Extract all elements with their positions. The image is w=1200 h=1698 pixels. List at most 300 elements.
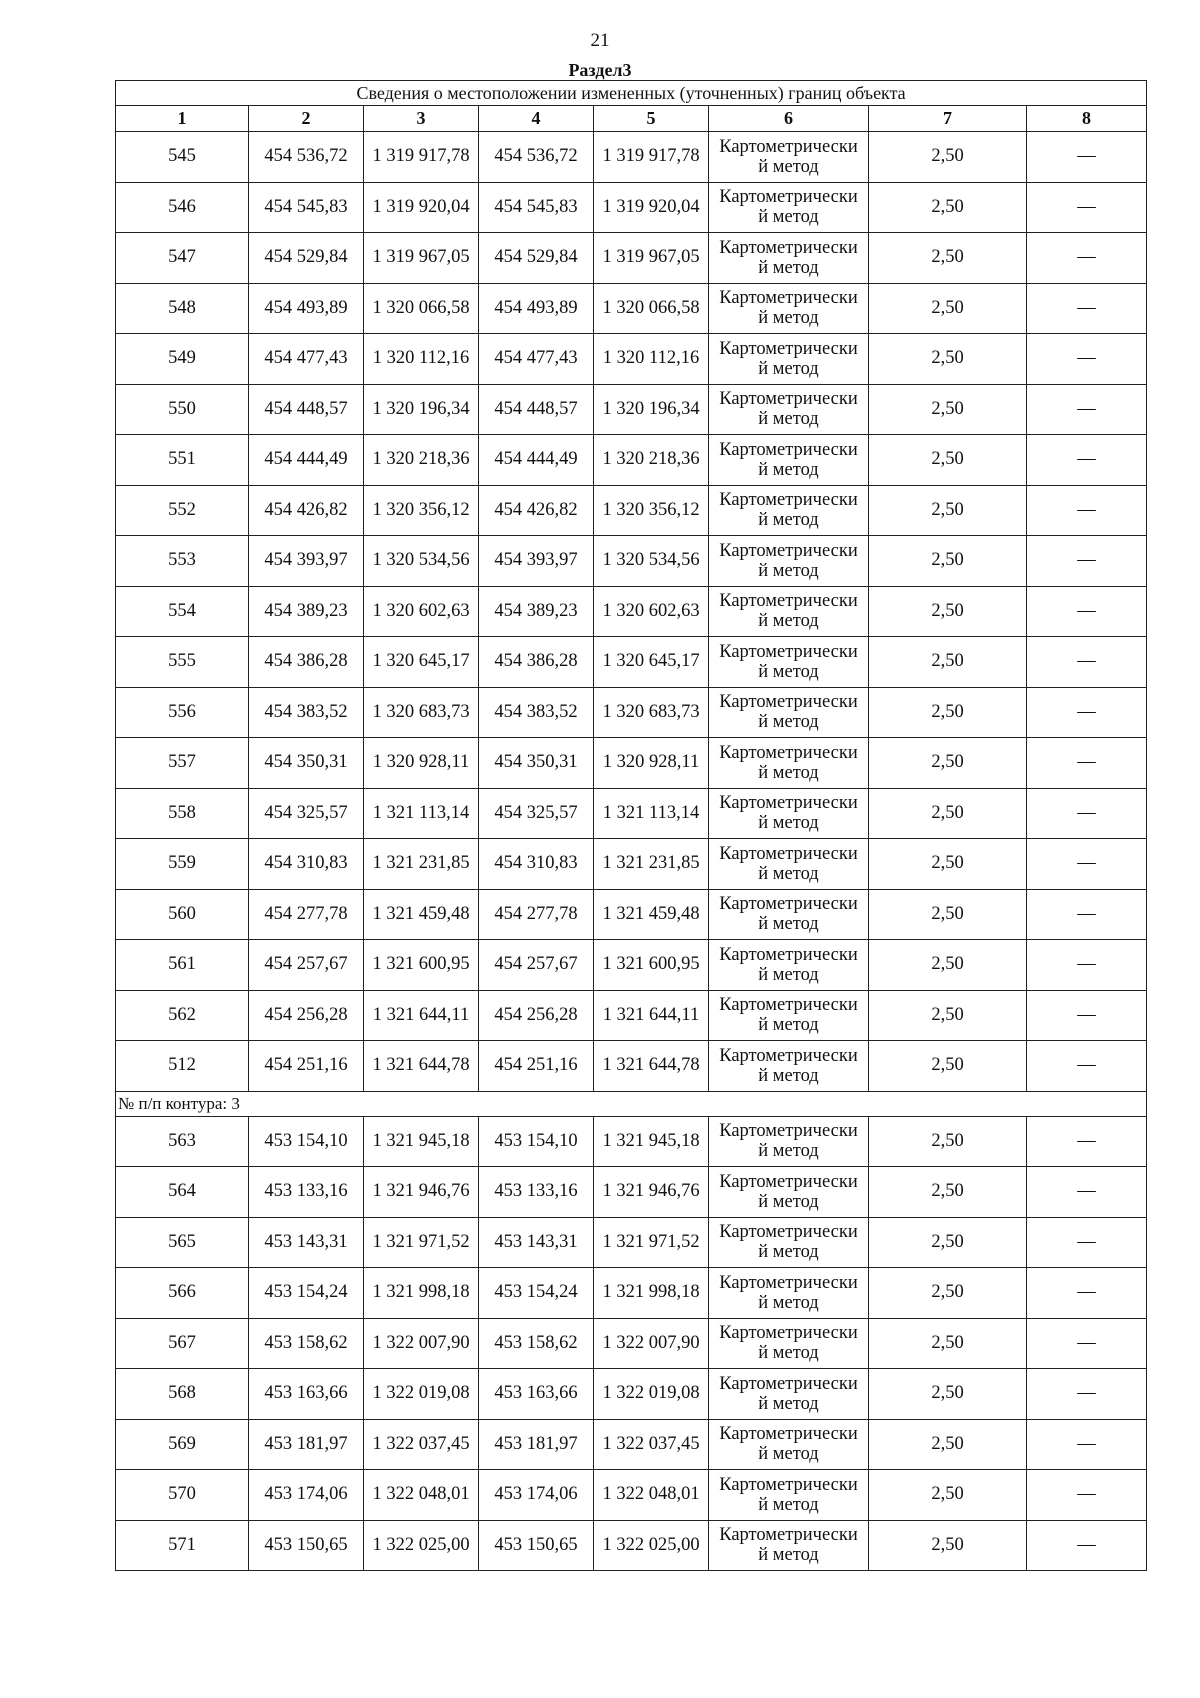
x-coord-existing: 454 393,97 [249, 536, 364, 587]
description-cell: — [1027, 435, 1147, 486]
description-cell: — [1027, 1419, 1147, 1470]
y-coord-existing: 1 320 534,56 [364, 536, 479, 587]
method-line: Картометрически [719, 843, 858, 864]
y-coord-new: 1 322 025,00 [594, 1520, 709, 1571]
description-cell: — [1027, 738, 1147, 789]
x-coord-existing: 453 154,10 [249, 1116, 364, 1167]
y-coord-existing: 1 321 600,95 [364, 940, 479, 991]
method-cell [709, 334, 869, 385]
y-coord-new: 1 321 644,78 [594, 1041, 709, 1092]
method-line: Картометрически [719, 894, 858, 915]
precision-cell: 2,50 [869, 435, 1027, 486]
x-coord-existing: 453 163,66 [249, 1369, 364, 1420]
precision-cell: 2,50 [869, 1116, 1027, 1167]
x-coord-new: 453 174,06 [479, 1470, 594, 1521]
method-line: Картометрически [719, 944, 858, 965]
y-coord-new: 1 321 113,14 [594, 788, 709, 839]
description-cell: — [1027, 990, 1147, 1041]
method-line: Картометрически [719, 338, 858, 359]
y-coord-new: 1 321 459,48 [594, 889, 709, 940]
point-number: 559 [116, 839, 249, 890]
x-coord-new: 454 383,52 [479, 687, 594, 738]
y-coord-new: 1 320 356,12 [594, 485, 709, 536]
method-line: Картометрически [719, 742, 858, 763]
method-line: й метод [758, 1292, 819, 1313]
y-coord-new: 1 321 600,95 [594, 940, 709, 991]
x-coord-existing: 454 257,67 [249, 940, 364, 991]
precision-cell: 2,50 [869, 1318, 1027, 1369]
y-coord-existing: 1 321 971,52 [364, 1217, 479, 1268]
description-cell: — [1027, 283, 1147, 334]
x-coord-new: 453 163,66 [479, 1369, 594, 1420]
precision-cell: 2,50 [869, 839, 1027, 890]
x-coord-existing: 454 386,28 [249, 637, 364, 688]
method-cell [709, 485, 869, 536]
y-coord-existing: 1 322 048,01 [364, 1470, 479, 1521]
point-number: 565 [116, 1217, 249, 1268]
precision-cell: 2,50 [869, 738, 1027, 789]
y-coord-new: 1 321 644,11 [594, 990, 709, 1041]
x-coord-existing: 453 174,06 [249, 1470, 364, 1521]
contour-rows-group-3 [116, 1116, 1147, 1571]
point-number: 551 [116, 435, 249, 486]
x-coord-existing: 454 325,57 [249, 788, 364, 839]
method-cell [709, 1419, 869, 1470]
method-cell [709, 182, 869, 233]
x-coord-new: 453 150,65 [479, 1520, 594, 1571]
point-number: 564 [116, 1167, 249, 1218]
precision-cell: 2,50 [869, 940, 1027, 991]
y-coord-existing: 1 320 066,58 [364, 283, 479, 334]
table-row [116, 1318, 1147, 1369]
coordinates-table [115, 80, 1147, 1571]
precision-cell: 2,50 [869, 233, 1027, 284]
point-number: 546 [116, 182, 249, 233]
method-cell [709, 132, 869, 183]
description-cell: — [1027, 839, 1147, 890]
y-coord-existing: 1 320 645,17 [364, 637, 479, 688]
point-number: 554 [116, 586, 249, 637]
column-number: 8 [1027, 106, 1147, 132]
x-coord-new: 454 448,57 [479, 384, 594, 435]
y-coord-new: 1 321 971,52 [594, 1217, 709, 1268]
method-line: Картометрически [719, 1171, 858, 1192]
x-coord-existing: 453 154,24 [249, 1268, 364, 1319]
point-number: 568 [116, 1369, 249, 1420]
column-numbers-row [116, 106, 1147, 132]
x-coord-new: 454 389,23 [479, 586, 594, 637]
y-coord-existing: 1 321 998,18 [364, 1268, 479, 1319]
description-cell: — [1027, 1318, 1147, 1369]
method-line: Картометрически [719, 288, 858, 309]
point-number: 549 [116, 334, 249, 385]
table-row [116, 788, 1147, 839]
point-number: 562 [116, 990, 249, 1041]
y-coord-new: 1 322 019,08 [594, 1369, 709, 1420]
method-cell [709, 536, 869, 587]
table-row [116, 283, 1147, 334]
point-number: 557 [116, 738, 249, 789]
method-line: Картометрически [719, 1373, 858, 1394]
method-cell [709, 1217, 869, 1268]
table-row [116, 839, 1147, 890]
y-coord-existing: 1 319 920,04 [364, 182, 479, 233]
method-line: й метод [758, 1545, 819, 1566]
table-row [116, 738, 1147, 789]
y-coord-new: 1 321 998,18 [594, 1268, 709, 1319]
description-cell: — [1027, 536, 1147, 587]
y-coord-existing: 1 322 025,00 [364, 1520, 479, 1571]
method-line: й метод [758, 1065, 819, 1086]
method-cell [709, 687, 869, 738]
table-row [116, 485, 1147, 536]
table-row [116, 1217, 1147, 1268]
x-coord-new: 454 325,57 [479, 788, 594, 839]
y-coord-existing: 1 321 644,78 [364, 1041, 479, 1092]
table-row [116, 334, 1147, 385]
method-cell [709, 1268, 869, 1319]
description-cell: — [1027, 788, 1147, 839]
table-row [116, 1419, 1147, 1470]
method-line: й метод [758, 1393, 819, 1414]
y-coord-existing: 1 321 945,18 [364, 1116, 479, 1167]
y-coord-existing: 1 320 356,12 [364, 485, 479, 536]
method-cell [709, 889, 869, 940]
x-coord-new: 453 181,97 [479, 1419, 594, 1470]
y-coord-existing: 1 321 644,11 [364, 990, 479, 1041]
method-line: й метод [758, 762, 819, 783]
x-coord-new: 454 277,78 [479, 889, 594, 940]
table-row [116, 1268, 1147, 1319]
x-coord-new: 454 251,16 [479, 1041, 594, 1092]
y-coord-existing: 1 320 928,11 [364, 738, 479, 789]
method-line: й метод [758, 358, 819, 379]
precision-cell: 2,50 [869, 1041, 1027, 1092]
column-number: 2 [249, 106, 364, 132]
table-row [116, 1369, 1147, 1420]
x-coord-existing: 454 310,83 [249, 839, 364, 890]
table-row [116, 536, 1147, 587]
method-line: Картометрически [719, 1272, 858, 1293]
y-coord-new: 1 320 645,17 [594, 637, 709, 688]
description-cell: — [1027, 1167, 1147, 1218]
x-coord-existing: 454 477,43 [249, 334, 364, 385]
y-coord-existing: 1 321 459,48 [364, 889, 479, 940]
precision-cell: 2,50 [869, 1268, 1027, 1319]
x-coord-new: 454 310,83 [479, 839, 594, 890]
method-line: й метод [758, 1444, 819, 1465]
method-line: й метод [758, 1191, 819, 1212]
precision-cell: 2,50 [869, 1369, 1027, 1420]
x-coord-new: 454 350,31 [479, 738, 594, 789]
y-coord-existing: 1 320 683,73 [364, 687, 479, 738]
method-line: Картометрически [719, 389, 858, 410]
method-line: й метод [758, 1494, 819, 1515]
table-row [116, 586, 1147, 637]
point-number: 570 [116, 1470, 249, 1521]
method-line: й метод [758, 510, 819, 531]
x-coord-new: 453 154,10 [479, 1116, 594, 1167]
precision-cell: 2,50 [869, 1419, 1027, 1470]
x-coord-existing: 453 150,65 [249, 1520, 364, 1571]
column-number: 7 [869, 106, 1027, 132]
section-title: Раздел3 [568, 60, 632, 80]
y-coord-new: 1 320 218,36 [594, 435, 709, 486]
y-coord-existing: 1 321 946,76 [364, 1167, 479, 1218]
y-coord-new: 1 320 928,11 [594, 738, 709, 789]
y-coord-new: 1 321 945,18 [594, 1116, 709, 1167]
method-cell [709, 586, 869, 637]
method-line: й метод [758, 1015, 819, 1036]
x-coord-new: 454 477,43 [479, 334, 594, 385]
x-coord-new: 454 529,84 [479, 233, 594, 284]
x-coord-new: 454 545,83 [479, 182, 594, 233]
method-line: Картометрически [719, 1222, 858, 1243]
method-line: й метод [758, 813, 819, 834]
point-number: 512 [116, 1041, 249, 1092]
x-coord-existing: 454 529,84 [249, 233, 364, 284]
table-row [116, 1167, 1147, 1218]
method-line: й метод [758, 257, 819, 278]
point-number: 567 [116, 1318, 249, 1369]
point-number: 558 [116, 788, 249, 839]
x-coord-existing: 453 133,16 [249, 1167, 364, 1218]
point-number: 548 [116, 283, 249, 334]
description-cell: — [1027, 1217, 1147, 1268]
method-cell [709, 233, 869, 284]
y-coord-new: 1 320 112,16 [594, 334, 709, 385]
method-line: Картометрически [719, 793, 858, 814]
precision-cell: 2,50 [869, 1217, 1027, 1268]
y-coord-new: 1 322 048,01 [594, 1470, 709, 1521]
precision-cell: 2,50 [869, 889, 1027, 940]
contour-row [116, 1091, 1147, 1116]
description-cell: — [1027, 384, 1147, 435]
point-number: 553 [116, 536, 249, 587]
method-line: Картометрически [719, 995, 858, 1016]
method-line: й метод [758, 156, 819, 177]
table-row [116, 940, 1147, 991]
method-cell [709, 1041, 869, 1092]
method-line: Картометрически [719, 641, 858, 662]
precision-cell: 2,50 [869, 384, 1027, 435]
point-number: 569 [116, 1419, 249, 1470]
method-line: Картометрически [719, 1474, 858, 1495]
column-number: 6 [709, 106, 869, 132]
x-coord-new: 454 386,28 [479, 637, 594, 688]
y-coord-existing: 1 321 231,85 [364, 839, 479, 890]
method-line: й метод [758, 409, 819, 430]
method-line: Картометрически [719, 1045, 858, 1066]
column-number: 5 [594, 106, 709, 132]
point-number: 560 [116, 889, 249, 940]
y-coord-new: 1 321 946,76 [594, 1167, 709, 1218]
y-coord-existing: 1 322 007,90 [364, 1318, 479, 1369]
x-coord-new: 453 154,24 [479, 1268, 594, 1319]
method-cell [709, 940, 869, 991]
description-cell: — [1027, 1470, 1147, 1521]
method-line: й метод [758, 1343, 819, 1364]
x-coord-new: 454 493,89 [479, 283, 594, 334]
y-coord-new: 1 319 920,04 [594, 182, 709, 233]
method-cell [709, 839, 869, 890]
x-coord-new: 453 133,16 [479, 1167, 594, 1218]
method-cell [709, 1520, 869, 1571]
x-coord-existing: 454 251,16 [249, 1041, 364, 1092]
method-line: Картометрически [719, 490, 858, 511]
description-cell: — [1027, 1116, 1147, 1167]
method-line: й метод [758, 611, 819, 632]
method-cell [709, 1318, 869, 1369]
description-cell: — [1027, 485, 1147, 536]
method-line: й метод [758, 207, 819, 228]
method-cell [709, 283, 869, 334]
column-number: 4 [479, 106, 594, 132]
description-cell: — [1027, 182, 1147, 233]
point-number: 547 [116, 233, 249, 284]
y-coord-existing: 1 320 602,63 [364, 586, 479, 637]
table-row [116, 233, 1147, 284]
method-cell [709, 435, 869, 486]
description-cell: — [1027, 940, 1147, 991]
table-row [116, 384, 1147, 435]
method-line: й метод [758, 712, 819, 733]
method-cell [709, 1369, 869, 1420]
x-coord-existing: 453 158,62 [249, 1318, 364, 1369]
y-coord-existing: 1 319 967,05 [364, 233, 479, 284]
method-line: й метод [758, 914, 819, 935]
table-row [116, 182, 1147, 233]
point-number: 566 [116, 1268, 249, 1319]
description-cell: — [1027, 1369, 1147, 1420]
method-line: й метод [758, 964, 819, 985]
description-cell: — [1027, 586, 1147, 637]
precision-cell: 2,50 [869, 334, 1027, 385]
x-coord-existing: 454 536,72 [249, 132, 364, 183]
method-line: й метод [758, 1242, 819, 1263]
x-coord-existing: 453 181,97 [249, 1419, 364, 1470]
y-coord-existing: 1 320 112,16 [364, 334, 479, 385]
method-line: Картометрически [719, 540, 858, 561]
table-row [116, 687, 1147, 738]
point-number: 571 [116, 1520, 249, 1571]
precision-cell: 2,50 [869, 990, 1027, 1041]
point-number: 561 [116, 940, 249, 991]
precision-cell: 2,50 [869, 1470, 1027, 1521]
description-cell: — [1027, 687, 1147, 738]
precision-cell: 2,50 [869, 1520, 1027, 1571]
x-coord-existing: 454 383,52 [249, 687, 364, 738]
table-row [116, 1116, 1147, 1167]
method-cell [709, 788, 869, 839]
method-cell [709, 990, 869, 1041]
description-cell: — [1027, 1041, 1147, 1092]
y-coord-existing: 1 322 019,08 [364, 1369, 479, 1420]
method-cell [709, 384, 869, 435]
method-cell [709, 1470, 869, 1521]
description-cell: — [1027, 334, 1147, 385]
precision-cell: 2,50 [869, 536, 1027, 587]
precision-cell: 2,50 [869, 485, 1027, 536]
y-coord-new: 1 322 037,45 [594, 1419, 709, 1470]
x-coord-existing: 454 277,78 [249, 889, 364, 940]
point-number: 555 [116, 637, 249, 688]
method-line: Картометрически [719, 1323, 858, 1344]
method-line: Картометрически [719, 1121, 858, 1142]
point-number: 552 [116, 485, 249, 536]
column-number: 1 [116, 106, 249, 132]
page-number: 21 [590, 30, 610, 51]
method-cell [709, 1116, 869, 1167]
method-line: й метод [758, 560, 819, 581]
method-line: Картометрически [719, 187, 858, 208]
method-line: й метод [758, 863, 819, 884]
method-line: Картометрически [719, 1424, 858, 1445]
y-coord-new: 1 320 602,63 [594, 586, 709, 637]
table-row [116, 435, 1147, 486]
table-row [116, 1470, 1147, 1521]
contour-label: № п/п контура: 3 [116, 1091, 1147, 1116]
method-line: Картометрически [719, 439, 858, 460]
x-coord-new: 453 143,31 [479, 1217, 594, 1268]
description-cell: — [1027, 889, 1147, 940]
x-coord-existing: 454 389,23 [249, 586, 364, 637]
description-cell: — [1027, 637, 1147, 688]
y-coord-existing: 1 320 196,34 [364, 384, 479, 435]
table-row [116, 990, 1147, 1041]
x-coord-new: 453 158,62 [479, 1318, 594, 1369]
description-cell: — [1027, 1520, 1147, 1571]
table-row [116, 637, 1147, 688]
y-coord-new: 1 319 967,05 [594, 233, 709, 284]
y-coord-new: 1 319 917,78 [594, 132, 709, 183]
precision-cell: 2,50 [869, 788, 1027, 839]
y-coord-new: 1 320 066,58 [594, 283, 709, 334]
x-coord-existing: 454 444,49 [249, 435, 364, 486]
description-cell: — [1027, 132, 1147, 183]
table-row [116, 1041, 1147, 1092]
x-coord-existing: 454 493,89 [249, 283, 364, 334]
x-coord-existing: 454 256,28 [249, 990, 364, 1041]
method-cell [709, 637, 869, 688]
y-coord-existing: 1 322 037,45 [364, 1419, 479, 1470]
method-cell [709, 738, 869, 789]
precision-cell: 2,50 [869, 283, 1027, 334]
precision-cell: 2,50 [869, 586, 1027, 637]
precision-cell: 2,50 [869, 1167, 1027, 1218]
y-coord-new: 1 320 196,34 [594, 384, 709, 435]
table-caption: Сведения о местоположении измененных (уточненных) границ объекта [116, 81, 1147, 106]
precision-cell: 2,50 [869, 687, 1027, 738]
y-coord-new: 1 320 683,73 [594, 687, 709, 738]
table-row [116, 889, 1147, 940]
point-number: 545 [116, 132, 249, 183]
method-line: Картометрически [719, 692, 858, 713]
y-coord-new: 1 321 231,85 [594, 839, 709, 890]
x-coord-existing: 454 350,31 [249, 738, 364, 789]
x-coord-existing: 454 426,82 [249, 485, 364, 536]
x-coord-new: 454 426,82 [479, 485, 594, 536]
y-coord-new: 1 322 007,90 [594, 1318, 709, 1369]
x-coord-existing: 454 545,83 [249, 182, 364, 233]
x-coord-new: 454 256,28 [479, 990, 594, 1041]
x-coord-new: 454 393,97 [479, 536, 594, 587]
contour-rows-group-1 [116, 132, 1147, 1092]
method-cell [709, 1167, 869, 1218]
method-line: й метод [758, 308, 819, 329]
x-coord-existing: 454 448,57 [249, 384, 364, 435]
method-line: Картометрически [719, 136, 858, 157]
